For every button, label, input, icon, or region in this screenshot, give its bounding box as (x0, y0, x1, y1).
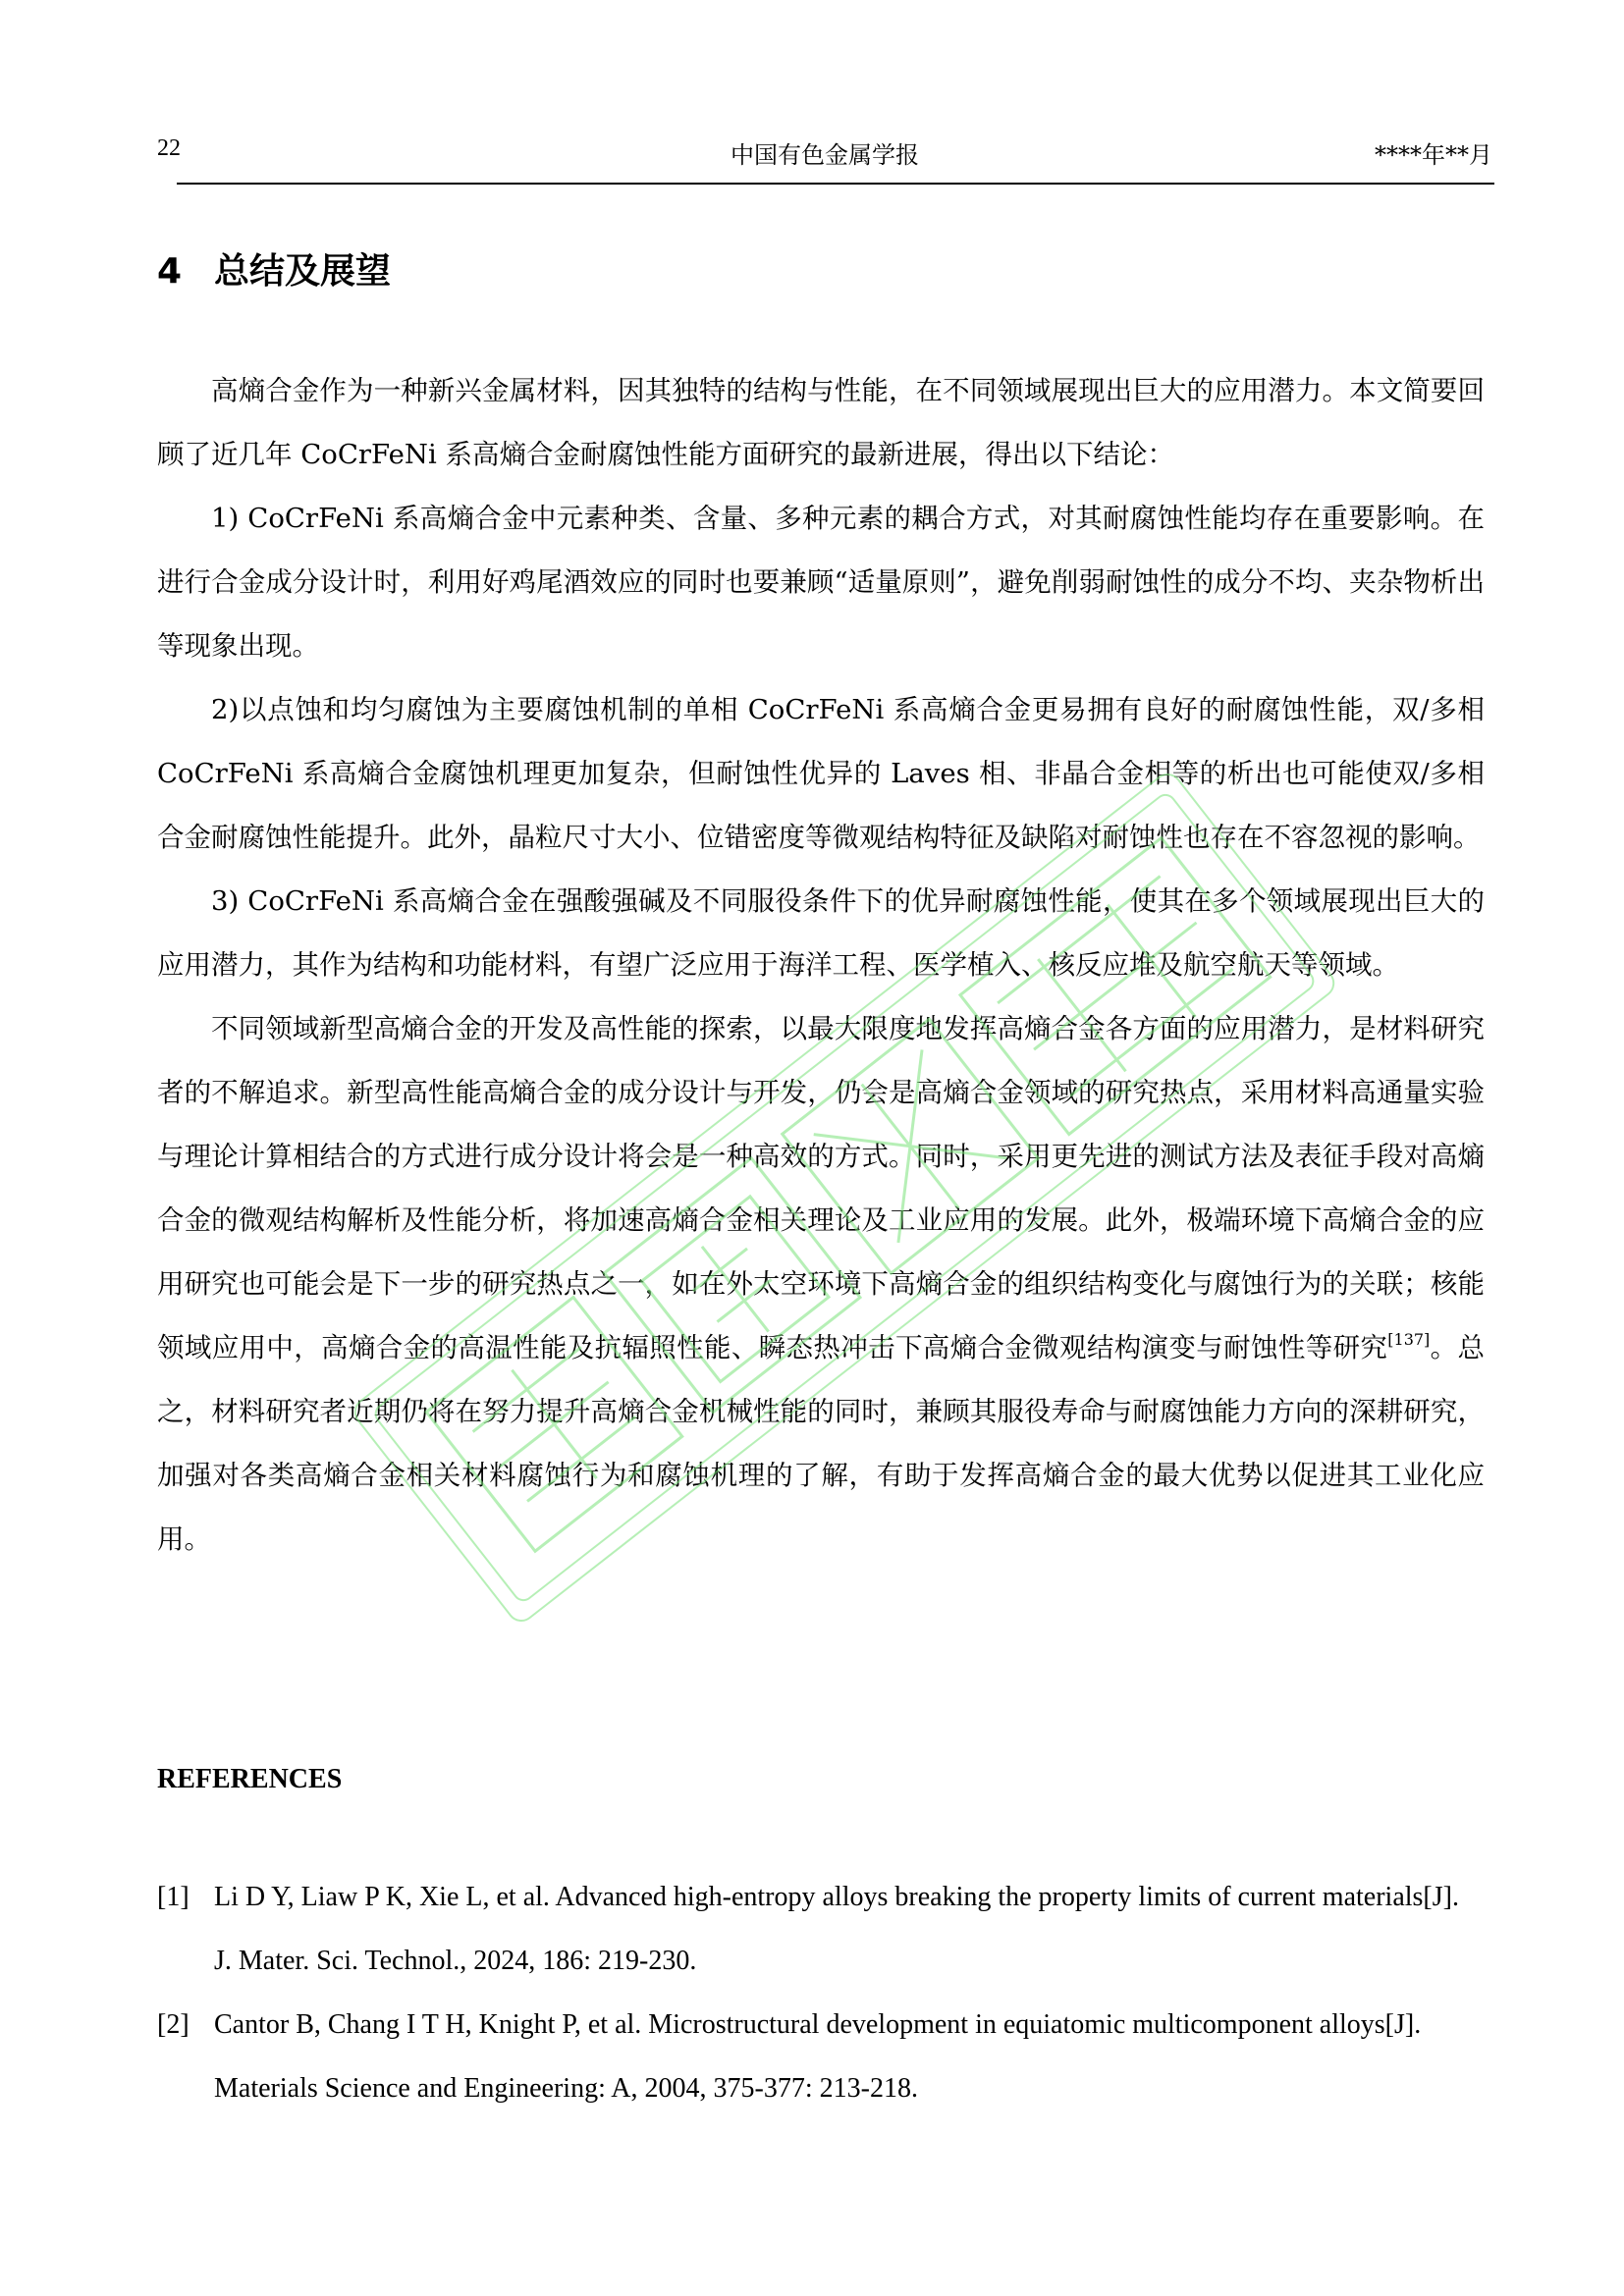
header-rule (177, 183, 1494, 185)
issue-date: ****年**月 (1375, 141, 1492, 169)
page-header (157, 128, 1492, 171)
reference-item (157, 1865, 1494, 1993)
reference-tag: [1] (157, 1882, 189, 1912)
reference-line: Materials Science and Engineering: A, 2004, 375-377: 213-218. (214, 2073, 918, 2104)
paragraph-conclusion-2: 2)以点蚀和均匀腐蚀为主要腐蚀机制的单相 CoCrFeNi 系高熵合金更易拥有良好的耐腐蚀性能，双/多相 CoCrFeNi 系高熵合金腐蚀机理更加复杂，但耐蚀性优异的 Laves 相、非晶合金相等的析出也可能使双/多相合金耐腐蚀性能提升。此外，晶粒尺寸大小、位错密度等微观结构特征及缺陷对耐蚀性也存在不容忽视的影响。 (157, 694, 1485, 853)
section-number: 4 (157, 251, 183, 292)
outlook-text-a: 不同领域新型高熵合金的开发及高性能的探索，以最大限度地发挥高熵合金各方面的应用潜力，是材料研究者的不解追求。新型高性能高熵合金的成分设计与开发，仍会是高熵合金领域的研究热点，采用材料高通量实验与理论计算相结合的方式进行成分设计将会是一种高效的方式。同时，采用更先进的测试方法及表征手段对高熵合金的微观结构解析及性能分析，将加速高熵合金相关理论及工业应用的发展。此外，极端环境下高熵合金的应用研究也可能会是下一步的研究热点之一，如在外太空环境下高熵合金的组织结构变化与腐蚀行为的关联；核能领域应用中，高熵合金的高温性能及抗辐照性能、瞬态热冲击下高熵合金微观结构演变与耐蚀性等研究 (157, 1013, 1485, 1363)
reference-line: J. Mater. Sci. Technol., 2024, 186: 219-230. (214, 1946, 697, 1976)
citation-link[interactable]: [137] (1387, 1330, 1431, 1349)
paragraph-conclusion-1: 1) CoCrFeNi 系高熵合金中元素种类、含量、多种元素的耦合方式，对其耐腐蚀性能均存在重要影响。在进行合金成分设计时，利用好鸡尾酒效应的同时也要兼顾“适量原则”，避免削弱耐蚀性的成分不均、夹杂物析出等现象出现。 (157, 503, 1485, 662)
reference-line: Li D Y, Liaw P K, Xie L, et al. Advanced high-entropy alloys breaking the property limits of current materials[J]. (214, 1882, 1459, 1912)
reference-list (157, 1865, 1494, 2120)
paragraph-outlook (157, 997, 1485, 1572)
section-title: 总结及展望 (214, 251, 392, 292)
reference-tag: [2] (157, 2009, 189, 2040)
paragraph-conclusion-3: 3) CoCrFeNi 系高熵合金在强酸强碱及不同服役条件下的优异耐腐蚀性能，使其在多个领域展现出巨大的应用潜力，其作为结构和功能材料，有望广泛应用于海洋工程、医学植入、核反应堆及航空航天等领域。 (157, 885, 1485, 981)
paragraph-intro: 高熵合金作为一种新兴金属材料，因其独特的结构与性能，在不同领域展现出巨大的应用潜力。本文简要回顾了近几年 CoCrFeNi 系高熵合金耐腐蚀性能方面研究的最新进展，得出以下结论： (157, 375, 1485, 470)
references-heading: REFERENCES (157, 1764, 343, 1794)
journal-name: 中国有色金属学报 (731, 141, 919, 169)
reference-item (157, 1993, 1494, 2120)
section-body (157, 359, 1485, 1572)
section-heading (157, 243, 391, 294)
reference-line: Cantor B, Chang I T H, Knight P, et al. Microstructural development in equiatomic multicomponent alloys[J]. (214, 2009, 1422, 2040)
page-number: 22 (157, 135, 181, 161)
outlook-text-b: 。总之，材料研究者近期仍将在努力提升高熵合金机械性能的同时，兼顾其服役寿命与耐腐蚀能力方向的深耕研究，加强对各类高熵合金相关材料腐蚀行为和腐蚀机理的了解，有助于发挥高熵合金的最大优势以促进其工业化应用。 (157, 1332, 1485, 1555)
